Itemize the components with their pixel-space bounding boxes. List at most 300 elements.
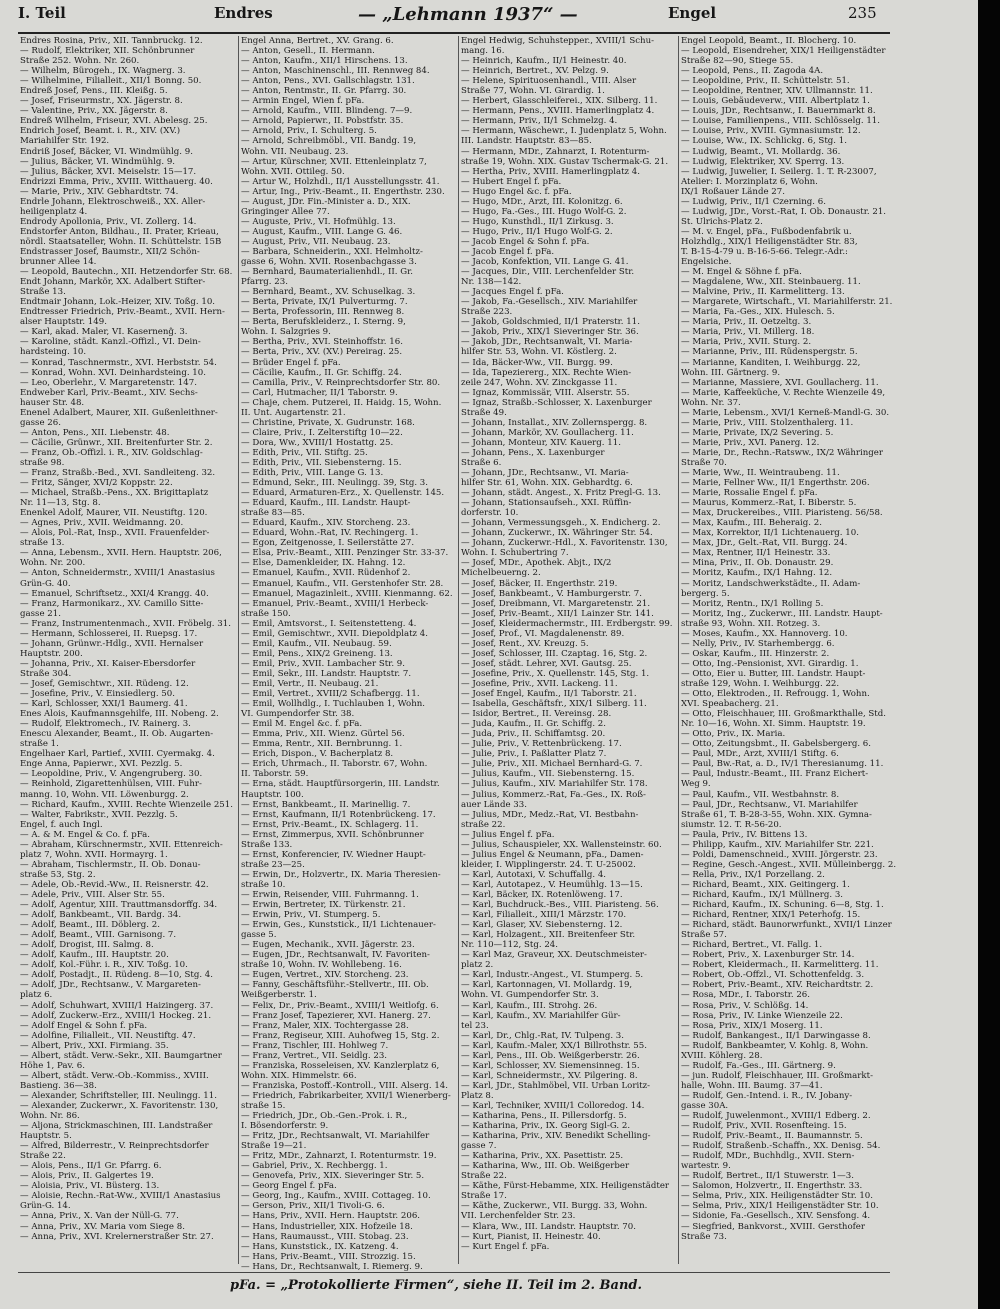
- directory-entry: — Josef, Kleidermachermstr., III. Erdbergstr. 99.: [461, 618, 673, 629]
- directory-entry: — Jakob, Fa.-Gesellsch., XIV. Mariahilfer: [461, 297, 638, 308]
- directory-entry: — Egon, Zeitgenosse, I. Seilerstätte 27.: [241, 538, 415, 549]
- directory-entry: — Ignaz, Kommissär, VIII. Alserstr. 55.: [461, 387, 630, 398]
- directory-entry: — Josef, Gemischtwr., XII. Rüdeng. 12.: [20, 679, 189, 689]
- directory-entry: — Max, Kaufm., III. Beheraig. 2.: [681, 518, 822, 529]
- directory-entry: — Hans, Industrieller, XIX. Hofzeile 18.: [241, 1221, 413, 1232]
- directory-entry: — Karl, JDr., Stahlmöbel, VII. Urban Loritz-: [461, 1080, 651, 1091]
- column-4: [678, 36, 897, 1264]
- directory-entry: — Adele, Ob.-Revid.-Ww., II. Reisnerstr. 42.: [20, 879, 209, 890]
- directory-entry: — Eugen, JDr., Rechtsanwalt, IV. Favoriten-: [241, 950, 430, 961]
- directory-entry: Mariahilfer Str. 192.: [20, 136, 110, 147]
- directory-entry: brunner Allee 14.: [20, 257, 97, 268]
- directory-entry: Grün-G. 40.: [20, 578, 71, 589]
- directory-entry: — Josef, Bäcker, II. Engerthstr. 219.: [461, 578, 618, 589]
- directory-entry: — Eugen, Vertret., XIV. Storcheng. 23.: [241, 970, 409, 981]
- directory-entry: — Arnold, Schreibmöbl., VII. Bandg. 19,: [241, 136, 417, 147]
- directory-entry: — Berta, Priv., XV. (XV.) Pereirag. 25.: [241, 347, 403, 358]
- column-2: [238, 36, 454, 1272]
- directory-entry: — Marie, Fellner Ww., II/1 Engerthstr. 206.: [681, 478, 870, 489]
- directory-entry: — Kurt, Pianist, II. Heinestr. 40.: [461, 1231, 601, 1242]
- directory-entry: — Marie, Kaffeeküche, V. Rechte Wienzeile 49,: [681, 387, 886, 398]
- directory-entry: Straße 49.: [461, 407, 507, 418]
- directory-entry: — Anton, Gesell., II. Hermann.: [241, 46, 375, 57]
- directory-entry: — Heinrich, Kaufm., II/1 Heinestr. 40.: [461, 56, 627, 67]
- directory-entry: — Valentine, Priv., XX. Jägerstr. 8.: [20, 106, 168, 117]
- directory-entry: — Adolf, Beamt., III. Döblerg. 2.: [20, 920, 160, 931]
- directory-entry: — Rudolf, Bankbeamter, V. Kohlg. 8, Wohn.: [681, 1040, 869, 1051]
- directory-entry: — Abraham, Tischlermstr., II. Ob. Donau-: [20, 859, 201, 870]
- directory-entry: — Johann, Installat., XIV. Zollernspergg. 8.: [461, 417, 648, 428]
- directory-entry: straße 98.: [20, 457, 65, 468]
- directory-entry: — Erwin, Ges., Kunststick., II/1 Lichtenauer-: [241, 920, 436, 931]
- directory-entry: — Konrad, Wohn. XVI. Deinhardsteing. 10.: [20, 367, 206, 378]
- directory-entry: — Adolf, Bankbeamt., VII. Bardg. 34.: [20, 910, 182, 921]
- directory-entry: — Louise, Ww., IX. Schlickg. 6, Stg. 1.: [681, 136, 847, 147]
- directory-entry: — Adolfine, Filialleit., VII. Neustiftg. 47.: [20, 1030, 196, 1041]
- directory-entry: — Albert, Priv., XXI. Firmiang. 35.: [20, 1040, 169, 1051]
- directory-entry: — Franziska, Postoff.-Kontroll., VIII. Alserg. 14.: [241, 1080, 448, 1091]
- directory-entry: — Margarete, Wirtschaft., VI. Mariahilferstr. 21.: [681, 297, 893, 308]
- directory-entry: — Fanny, Geschäftsführ.-Stellvertr., III. Ob.: [241, 980, 429, 991]
- directory-entry: — Franz, Straßb.-Bed., XVI. Sandleiteng. 32.: [20, 468, 216, 479]
- directory-entry: — Emil, Gemischtwr., XVII. Diepoldplatz 4.: [241, 628, 428, 639]
- directory-entry: — Adolf, Agentur, XIII. Trauttmansdorffg. 34.: [20, 900, 218, 911]
- directory-entry: — Rudolf, Bertret., II/1 Stuwerstr. 1—3.: [681, 1171, 854, 1182]
- directory-entry: — Julius, MDr., Medz.-Rat, VI. Bestbahn-: [461, 809, 639, 820]
- directory-entry: — Cäcilie, Grünwr., XII. Breitenfurter Str. 2.: [20, 437, 213, 448]
- directory-entry: hauser Str. 48.: [20, 397, 85, 408]
- directory-entry: — Aloisia, Priv., VI. Büsterg. 13.: [20, 1181, 160, 1192]
- directory-entry: — A. & M. Engel & Co. f. pFa.: [20, 829, 151, 840]
- directory-entry: I. Bösendorferstr. 9.: [241, 1121, 329, 1132]
- directory-entry: — Albert, städt. Verw.-Ob.-Kommiss., XVIII.: [20, 1070, 209, 1081]
- directory-entry: — Julius, Kaufm., XIV. Mariahilfer Str. 178.: [461, 779, 648, 790]
- directory-entry: — Anna, Priv., XVI. Krelernerstraßer Str. 27.: [20, 1231, 214, 1242]
- directory-entry: — Max, Rentner, II/1 Heinestr. 33.: [681, 548, 831, 559]
- directory-entry: tel 23.: [461, 1020, 489, 1031]
- directory-entry: Hauptstr. 100.: [241, 789, 304, 800]
- footer-rule: [18, 1272, 890, 1273]
- directory-entry: — Franz, Instrumentenmach., XVII. Fröbelg. 31.: [20, 618, 231, 629]
- directory-entry: Platz 8.: [461, 1090, 494, 1101]
- directory-entry: Enge Anna, Papierwr., XVI. Pezzlg. 5.: [20, 759, 183, 770]
- directory-entry: dorferstr. 10.: [461, 508, 519, 519]
- directory-entry: — Maurus, Kommerz.-Rat, I. Biberstr. 5.: [681, 498, 857, 509]
- directory-entry: — Rudolf, Fa.-Ges., III. Gärtnerg. 9.: [681, 1060, 836, 1071]
- directory-entry: — M. v. Engel, pFa., Fußbodenfabrik u.: [681, 226, 852, 237]
- directory-entry: straße 23—25.: [241, 859, 305, 870]
- directory-entry: Atelier: I. Morzinplatz 6, Wohn.: [681, 176, 818, 187]
- directory-entry: — Magdalene, Ww., XII. Steinbauerg. 11.: [681, 277, 861, 288]
- directory-entry: — Edith, Priv., VII. Siebensterng. 15.: [241, 457, 402, 468]
- directory-entry: gasse 21.: [20, 608, 61, 619]
- directory-entry: halle, Wohn. III. Baumg. 37—41.: [681, 1080, 823, 1091]
- directory-entry: — Hugo, Fa.-Ges., III. Hugo Wolf-G. 2.: [461, 206, 627, 217]
- directory-entry: — Emil, Pens., XIX/2 Greineng. 13.: [241, 648, 393, 659]
- directory-entry: Endrizzi Emma, Priv., XVIII. Witthauerg. 40.: [20, 176, 213, 187]
- directory-entry: straße 150.: [241, 608, 291, 619]
- directory-entry: Wohn. III. Gärtnerg. 9.: [681, 367, 781, 378]
- directory-entry: — Hans, Dr., Rechtsanwalt, I. Riemerg. 9.: [241, 1261, 423, 1272]
- directory-entry: — Rella, Priv., IX/1 Porzellang. 2.: [681, 869, 825, 880]
- directory-entry: — August, JDr. Fin.-Minister a. D., XIX.: [241, 196, 411, 207]
- directory-entry: — Josef, städt. Lehrer, XVI. Gautsg. 25.: [461, 658, 632, 669]
- directory-entry: Endstorfer Anton, Bildhau., II. Prater, Krieau,: [20, 226, 219, 237]
- directory-entry: — Poldi, Damenschneid., XVIII. Jörgerstr. 23.: [681, 849, 878, 860]
- directory-entry: — Adolf, Kol.-Führ. i. R., XIV. Toßg. 10.: [20, 960, 188, 971]
- directory-entry: — Johann, Markör, XV. Goullacherg. 11.: [461, 427, 634, 438]
- directory-entry: — Mina, Priv., II. Ob. Donaustr. 29.: [681, 558, 834, 569]
- directory-entry: gasse 5.: [241, 930, 277, 941]
- directory-entry: — Karl, Kartonnagen, VI. Mollardg. 19,: [461, 980, 633, 991]
- directory-entry: Straße 57.: [681, 930, 727, 941]
- directory-entry: — Abraham, Kürschnermstr., XVII. Ettenreich-: [20, 839, 223, 850]
- directory-entry: — Otto, Zeitungsbmt., II. Gabelsbergerg. 6.: [681, 739, 871, 750]
- directory-entry: — Erwin, Bertreter, IX. Türkenstr. 21.: [241, 900, 406, 911]
- directory-entry: — Adolf, Schuhwart, XVIII/1 Haizingerg. 37.: [20, 1000, 214, 1011]
- directory-entry: — Anton, Rentmstr., II. Gr. Pfarrg. 30.: [241, 86, 407, 97]
- directory-entry: — Otto, Ing.-Pensionist, XVI. Girardig. 1.: [681, 658, 859, 669]
- header-right-keyword: Engel: [668, 4, 717, 22]
- directory-entry: IX/1 Roßauer Lände 27.: [681, 186, 785, 197]
- directory-entry: — Edmund, Sekr., III. Neulingg. 39, Stg. 3.: [241, 478, 429, 489]
- directory-entry: — Georg, Ing., Kaufm., XVIII. Cottageg. 10.: [241, 1191, 431, 1202]
- directory-entry: — Marianne, Massiere, XVI. Goullacherg. 11.: [681, 377, 879, 388]
- directory-entry: — Albert, städt. Verw.-Sekr., XII. Baumgartner: [20, 1050, 222, 1061]
- directory-entry: — Leopold, Eisendreher, XIX/1 Heiligenstädter: [681, 46, 886, 57]
- directory-entry: — Julius, Bäcker, XVI. Meiselstr. 15—17.: [20, 166, 197, 177]
- directory-entry: XVIII. Köhlerg. 28.: [681, 1050, 763, 1061]
- directory-entry: — Carl, Hutmacher, II/1 Taborstr. 9.: [241, 387, 398, 398]
- directory-entry: — Else, Damenkleider, IX. Hahng. 12.: [241, 558, 406, 569]
- directory-entry: — Ludwig, JDr., Vorst.-Rat, I. Ob. Donaustr. 21.: [681, 206, 887, 217]
- directory-entry: — Sidonie, Fa.-Gesellsch., XIV. Sensfong. 4.: [681, 1211, 871, 1222]
- directory-entry: — Ludwig, Juwelier, I. Seilerg. 1. T. R-23007,: [681, 166, 877, 177]
- directory-entry: — Ernst, Kaufmann, II/1 Rotenbrückeng. 17.: [241, 809, 436, 820]
- directory-entry: — Josefine, Priv., X. Quellenstr. 145, Stg. 1.: [461, 668, 650, 679]
- directory-entry: — Emil, Vertret., XVIII/2 Schafbergg. 11.: [241, 689, 420, 700]
- directory-entry: — Hermann, Wäschewr., I. Judenplatz 5, Wohn.: [461, 126, 667, 137]
- directory-entry: — Selma, Priv., XIX/1 Heiligenstädter Str. 10.: [681, 1201, 879, 1212]
- directory-entry: — Karl, Holzagent., XII. Breitenfeer Str.: [461, 930, 636, 941]
- directory-entry: — Helene, Spirituosenhandl., VIII. Alser: [461, 76, 637, 87]
- directory-entry: platz 6.: [20, 990, 53, 1001]
- directory-entry: — Eduard, Wohn.-Rat, IV. Rechingerg. 1.: [241, 528, 419, 539]
- directory-entry: — Emil, Vertr., II. Neubaug. 21.: [241, 679, 379, 689]
- directory-entry: Straße 82—90, Stiege 55.: [681, 56, 794, 67]
- directory-entry: — Erich, Uhrmach., II. Taborstr. 67, Wohn.: [241, 759, 428, 770]
- directory-entry: — Ernst, Bankbeamt., II. Marinellig. 7.: [241, 799, 411, 810]
- directory-entry: Endreß Josef, Pens., III. Kleißg. 5.: [20, 86, 168, 97]
- directory-entry: — Hugo Engel &c. f. pFa.: [461, 186, 572, 197]
- directory-entry: — Alexander, Schriftsteller, III. Neulingg. 11.: [20, 1090, 217, 1101]
- directory-entry: — Karl, Kaufm., III. Strohg. 26.: [461, 1000, 598, 1011]
- directory-entry: Wohn. Nr. 86.: [20, 1111, 80, 1122]
- directory-entry: — Isidor, Bertret., II. Vereinsg. 28.: [461, 709, 612, 720]
- directory-entry: Endt Johann, Markör, XX. Adalbert Stifter-: [20, 277, 206, 288]
- directory-entry: — Rudolf, Elektriker, XII. Schönbrunner: [20, 46, 195, 57]
- directory-entry: — Juda, Priv., II. Schiffamtsg. 20.: [461, 729, 606, 740]
- directory-entry: Straße 77, Wohn. VI. Girardig. 1.: [461, 86, 605, 97]
- directory-entry: — Karl, Buchdruck.-Bes., VIII. Piaristeng. 56.: [461, 900, 659, 911]
- directory-entry: — Robert, Ob.-Offzl., VI. Schottenfeldg. 3.: [681, 970, 865, 981]
- directory-entry: — Emil, Wollhdlg., I. Tuchlauben 1, Wohn.: [241, 699, 425, 710]
- directory-entry: — Eduard, Armaturen-Erz., X. Quellenstr. 145.: [241, 488, 445, 499]
- directory-entry: — Marie, Private, IX/2 Severing. 5.: [681, 427, 834, 438]
- directory-entry: — Artur, Kürschner, XVII. Ettenleinplatz 7,: [241, 156, 427, 167]
- directory-entry: — Adolf, Postadjt., II. Rüdeng. 8—10, Stg. 4.: [20, 970, 214, 981]
- directory-entry: — Hugo, MDr., Arzt, III. Kolonitzg. 6.: [461, 196, 623, 207]
- directory-entry: Straße 6.: [461, 457, 502, 468]
- directory-entry: — Katharina, Ww., III. Ob. Weißgerber: [461, 1161, 630, 1172]
- directory-entry: II. Taborstr. 59.: [241, 769, 309, 780]
- directory-entry: straße 1.: [20, 739, 59, 750]
- directory-entry: — Ludwig, Priv., II/1 Czerning. 6.: [681, 196, 826, 207]
- directory-entry: — Emil, Kaufm., VII. Neubaug. 59.: [241, 638, 392, 649]
- directory-entry: — Emil M. Engel &c. f. pFa.: [241, 719, 363, 730]
- directory-entry: — Max, Druckereibes., VIII. Piaristeng. 56/58.: [681, 508, 883, 519]
- directory-entry: Endreß Wilhelm, Friseur, XVI. Abelesg. 25.: [20, 116, 208, 127]
- directory-entry: — Konrad, Taschnermstr., XVI. Herbststr. 54.: [20, 357, 217, 368]
- directory-entry: Bastieng. 36—38.: [20, 1080, 97, 1091]
- directory-entry: — Rudolf, Juwelenmont., XVIII/1 Edberg. 2.: [681, 1111, 871, 1122]
- directory-entry: — Marie, Priv., XVI. Panerg. 12.: [681, 437, 820, 448]
- directory-entry: — Josefine, Priv., XVII. Lackeng. 11.: [461, 679, 618, 689]
- directory-entry: — Franz, Ob.-Offizl. i. R., XIV. Goldschlag-: [20, 447, 203, 458]
- directory-entry: — Adolf, Beamt., VIII. Garnisong. 7.: [20, 930, 177, 941]
- directory-entry: Engel Hedwig, Schuhstepper., XVIII/1 Schu-: [461, 36, 655, 46]
- directory-entry: St. Ulrichs-Platz 2.: [681, 216, 763, 227]
- directory-entry: — Otto, Fleischhauer, III. Großmarkthalle, Std.: [681, 709, 886, 720]
- directory-entry: — Richard, Kaufm., XVIII. Rechte Wienzeile 251.: [20, 799, 233, 810]
- directory-entry: — Karl, Schneidermstr., XV. Pilgering. 8.: [461, 1070, 638, 1081]
- directory-entry: — Aljona, Strickmaschinen, III. Landstraßer: [20, 1121, 213, 1132]
- directory-entry: — Julie, Priv., XII. Michael Bernhard-G. 7.: [461, 759, 643, 770]
- directory-entry: Nr. 110—112, Stg. 24.: [461, 940, 558, 951]
- directory-entry: — Dora, Ww., XVIII/1 Hostattg. 25.: [241, 437, 394, 448]
- directory-entry: II. Unt. Augartenstr. 21.: [241, 407, 346, 418]
- directory-entry: Wohn. VI. Gumpendorfer Str. 3.: [461, 990, 599, 1001]
- directory-entry: — Jacob Engel f. pFa.: [461, 246, 555, 257]
- directory-entry: — Hugo, Priv., II/1 Hugo Wolf-G. 2.: [461, 226, 613, 237]
- directory-entry: — Louise, Familienpens., VIII. Schlösselg. 11.: [681, 116, 880, 127]
- directory-entry: straße 10.: [241, 879, 286, 890]
- directory-entry: — Julius, Kaufm., VII. Siebensterng. 15.: [461, 769, 635, 780]
- directory-entry: — Franz, Vertret., VII. Seidlg. 23.: [241, 1050, 388, 1061]
- directory-entry: — Alexander, Zuckerwr., X. Favoritenstr. 130,: [20, 1100, 219, 1111]
- directory-entry: Endrle Johann, Elektroschweiß., XX. Aller-: [20, 196, 206, 207]
- directory-entry: mang. 16.: [461, 46, 505, 57]
- directory-entry: — Ignaz, Straßb.-Schlosser, X. Laxenburger: [461, 397, 652, 408]
- directory-entry: — Ernst, Konferencier, IV. Wiedner Haupt-: [241, 849, 426, 860]
- directory-entry: — Eduard, Kaufm., III. Landstr. Haupt-: [241, 498, 411, 509]
- directory-entry: siumstr. 12. T. R-56-20.: [681, 819, 782, 830]
- directory-entry: — Erna, städt. Hauptfürsorgerin, III. Landstr.: [241, 779, 440, 790]
- directory-entry: — Moritz, Rentn., IX/1 Rolling 5.: [681, 598, 824, 609]
- directory-entry: Straße 17.: [461, 1191, 507, 1202]
- directory-entry: — Ludwig, Beamt., VI. Mollardg. 36.: [681, 146, 841, 157]
- directory-entry: — Maria, Priv., VI. Millerg. 18.: [681, 327, 815, 338]
- directory-entry: — Richard, Beamt., XIX. Geitingerg. 1.: [681, 879, 850, 890]
- directory-entry: heiligenplatz 4.: [20, 206, 88, 217]
- directory-entry: — Johanna, Priv., XI. Kaiser-Ebersdorfer: [20, 658, 196, 669]
- directory-entry: — Leopold, Pens., II. Zagoda 4A.: [681, 66, 824, 77]
- directory-entry: — Walter, Fabrikstr., XVII. Pezzlg. 5.: [20, 809, 178, 820]
- directory-entry: gasse 6, Wohn. XVII. Rosenbachgasse 3.: [241, 257, 417, 268]
- directory-entry: — Paul, Bw.-Rat, a. D., IV/1 Theresianumg. 11.: [681, 759, 884, 770]
- directory-entry: — Anna, Lebensm., XVII. Hern. Hauptstr. 206,: [20, 548, 222, 559]
- directory-entry: — Eduard, Kaufm., XIV. Storcheng. 23.: [241, 518, 411, 529]
- directory-entry: Grün-G. 14.: [20, 1201, 71, 1212]
- directory-entry: Wohn. VII. Neubaug. 23.: [241, 146, 349, 157]
- directory-entry: — Ida, Tapeziererg., XIX. Rechte Wien-: [461, 367, 632, 378]
- directory-entry: — Christine, Private, X. Gudrunstr. 168.: [241, 417, 415, 428]
- directory-entry: — Karl, Schlosser, XXI/1 Baumerg. 41.: [20, 699, 188, 710]
- directory-entry: kleider, I. Wipplingerstr. 24. T. U-25002.: [461, 859, 636, 870]
- directory-entry: Straße 22.: [461, 1171, 507, 1182]
- directory-entry: straße 10, Wohn. IV. Wohllebeng. 16.: [241, 960, 402, 971]
- directory-entry: Engel Leopold, Beamt., II. Blocherg. 10.: [681, 36, 857, 46]
- directory-entry: — Eugen, Mechanik., XVII. Jägerstr. 23.: [241, 940, 415, 951]
- directory-entry: — Juda, Kaufm., II. Gr. Schiffg. 2.: [461, 719, 606, 730]
- directory-entry: — Josefine, Priv., V. Einsiedlerg. 50.: [20, 689, 175, 700]
- directory-entry: Wohn. XIX. Himmelstr. 66.: [241, 1070, 357, 1081]
- directory-entry: — Johann, Vermessungsgeh., X. Endicherg. 2.: [461, 518, 661, 529]
- directory-entry: — Johann, städt. Angest., X. Fritz Pregl-G. 13.: [461, 488, 661, 499]
- directory-entry: — Anton, Pens., XII. Liebenstr. 48.: [20, 427, 170, 438]
- directory-entry: — Fritz, MDr., Zahnarzt, I. Rotenturmstr. 19.: [241, 1151, 437, 1162]
- directory-entry: — Franz, Harmonikarz., XV. Camillo Sitte-: [20, 598, 204, 609]
- directory-entry: — Emanuel, Priv.-Beamt., XVIII/1 Herbeck-: [241, 598, 429, 609]
- directory-columns: [18, 36, 897, 1272]
- directory-entry: — Jakob, Goldschmied, II/1 Praterstr. 11.: [461, 317, 640, 328]
- directory-entry: — M. Engel & Söhne f. pFa.: [681, 267, 802, 278]
- directory-entry: — Rosa, Priv., IV. Linke Wienzeile 22.: [681, 1010, 843, 1021]
- directory-entry: — Emil, Sekr., III. Landstr. Hauptstr. 7.: [241, 668, 412, 679]
- directory-entry: — Johann, Grünwr.-Hdlg., XVII. Hernalser: [20, 638, 204, 649]
- directory-entry: — Otto, Priv., IX. Maria.: [681, 729, 786, 740]
- directory-entry: — Julie, Priv., I. Paßlatter Platz 7.: [461, 749, 607, 760]
- directory-entry: — Louis, Gebäudeverw., VIII. Albertplatz 1.: [681, 96, 870, 107]
- directory-entry: — Hans, Kunststick., IX. Katzeng. 4.: [241, 1241, 399, 1252]
- directory-entry: — Armin Engel, Wien f. pFa.: [241, 96, 365, 107]
- directory-entry: wartestr. 9.: [681, 1161, 731, 1172]
- directory-entry: — Arnold, Papierwr., II. Pobstfstr. 35.: [241, 116, 404, 127]
- directory-entry: — jun. Rudolf, Fleischhauer, III. Großmarkt-: [681, 1070, 873, 1081]
- directory-entry: — Gerson, Priv., XII/1 Tivoli-G. 6.: [241, 1201, 385, 1212]
- directory-entry: XVI. Speabacherg. 21.: [681, 699, 779, 710]
- directory-entry: Michelbeuerng. 2.: [461, 568, 541, 579]
- directory-entry: Endrody Apollonia, Priv., VI. Zollerg. 14.: [20, 216, 197, 227]
- directory-entry: — Richard, Kaufm., IX/1 Müllnerg. 3.: [681, 889, 844, 900]
- directory-entry: — Adolf, Drogist, III. Salmg. 8.: [20, 940, 154, 951]
- directory-entry: — Leopold, Bautechn., XII. Hetzendorfer Str. 68.: [20, 267, 233, 278]
- directory-entry: — Adele, Priv., VIII. Alser Str. 55.: [20, 889, 165, 900]
- directory-entry: — Julius Engel f. pFa.: [461, 829, 555, 840]
- directory-entry: — Malvine, Priv., II. Karmelitterg. 13.: [681, 287, 845, 298]
- directory-entry: — Richard, Kaufm., IX. Schuning. 6—8, Stg. 1.: [681, 900, 884, 911]
- directory-entry: — Oskar, Kaufm., III. Hinzerstr. 2.: [681, 648, 830, 659]
- directory-entry: — August, Kaufm., VIII. Lange G. 46.: [241, 226, 403, 237]
- directory-entry: — Rudolf, MDr., Buchhdlg., XVII. Stern-: [681, 1151, 855, 1162]
- directory-entry: Enes Alois, Kaufmannsgehilfe, III. Nobeng. 2.: [20, 709, 219, 720]
- directory-entry: Holzhdlg., XIX/1 Heiligenstädter Str. 83,: [681, 236, 858, 247]
- directory-entry: Nr. 11—13, Stg. 8.: [20, 498, 101, 509]
- directory-entry: — Leopoldine, Rentner, XIV. Ullmannstr. 11.: [681, 86, 873, 97]
- directory-entry: Straße 19—21.: [241, 1141, 307, 1152]
- directory-entry: — Berta, Private, IX/1 Pulverturmg. 7.: [241, 297, 408, 308]
- directory-entry: — Maria, Fa.-Ges., XIX. Hulesch. 5.: [681, 307, 835, 318]
- directory-entry: Straße 223.: [461, 307, 513, 318]
- page-number: 235: [848, 4, 877, 22]
- directory-entry: — Arnold, Kaufm., VIII. Blindeng. 7—9.: [241, 106, 413, 117]
- directory-entry: — Michael, Straßb.-Pens., XX. Brigittaplatz: [20, 488, 209, 499]
- directory-entry: Straße 13.: [20, 287, 66, 298]
- directory-entry: straße 19, Wohn. XIX. Gustav Tschermak-G. 21.: [461, 156, 669, 167]
- directory-entry: — Johann, Pens., X. Laxenburger: [461, 447, 605, 458]
- directory-entry: — Alois, Pens., II/1 Gr. Pfarrg. 6.: [20, 1161, 162, 1172]
- directory-entry: — Emma, Rentr., XII. Bernbrunng. 1.: [241, 739, 403, 750]
- directory-entry: — Emil, Priv., XVII. Lambacher Str. 9.: [241, 658, 405, 669]
- directory-entry: — Adolf, Zuckerw.-Erz., XVIII/1 Hockeg. 21.: [20, 1010, 212, 1021]
- directory-entry: — Marie, Ww., II. Weintraubeng. 11.: [681, 468, 840, 479]
- directory-entry: — Rudolf, Bankangest., II/1 Darwingasse 8.: [681, 1030, 871, 1041]
- directory-entry: auer Lände 33.: [461, 799, 527, 810]
- directory-entry: — Käthe, Zuckerwr., VII. Burgg. 33, Wohn.: [461, 1201, 648, 1212]
- directory-entry: gasse 30A.: [681, 1100, 729, 1111]
- directory-entry: Wohn. Nr. 200.: [20, 558, 86, 569]
- directory-entry: — Agnes, Priv., XVII. Weidmanng. 20.: [20, 518, 184, 529]
- directory-entry: — Richard, Bertret., VI. Fallg. 1.: [681, 940, 823, 951]
- directory-entry: Straße 73.: [681, 1231, 727, 1242]
- directory-entry: — Emil, Amtsvorst., I. Seitenstetteng. 4.: [241, 618, 417, 629]
- header-publication-title: — „Lehmann 1937“ —: [358, 4, 578, 25]
- directory-entry: — Rosa, Priv., XIX/1 Moserg. 11.: [681, 1020, 823, 1031]
- directory-entry: — Artur W., Holzhdl., II/1 Ausstellungsstr. 41.: [241, 176, 440, 187]
- directory-entry: — Paul, Industr.-Beamt., III. Franz Eichert-: [681, 769, 869, 780]
- directory-entry: — Bernhard, Beamt., XV. Schuselkag. 3.: [241, 287, 416, 298]
- directory-entry: — Hans, Priv., XVII. Hern. Hauptstr. 206.: [241, 1211, 421, 1222]
- directory-entry: — Karl, Pens., III. Ob. Weißgerberstr. 26.: [461, 1050, 640, 1061]
- directory-entry: bergerg. 5.: [681, 588, 730, 599]
- directory-entry: Endriß Josef, Bäcker, VI. Windmühlg. 9.: [20, 146, 193, 157]
- directory-entry: — Franz Josef, Tapezierer, XVI. Hanerg. 27.: [241, 1010, 431, 1021]
- directory-entry: — Edith, Priv., VII. Stiftg. 25.: [241, 447, 368, 458]
- directory-entry: — Karl, Glaser, XV. Siebensterng. 12.: [461, 920, 623, 931]
- directory-entry: — Maria, Priv., II. Oetzeltg. 3.: [681, 317, 812, 328]
- directory-entry: — Alois, Pol.-Rat, Insp., XVII. Frauenfelder-: [20, 528, 210, 539]
- directory-entry: — Robert, Priv.-Beamt., XIV. Reichardtstr. 2.: [681, 980, 874, 991]
- directory-entry: — Moritz, Kaufm., IX/1 Hahng. 12.: [681, 568, 833, 579]
- directory-entry: — Rudolf, Priv., XVII. Rosenfteing. 15.: [681, 1121, 847, 1132]
- directory-entry: — Anton, Schneidermstr., XVIII/1 Anastasius: [20, 568, 215, 579]
- directory-entry: — Isabella, Geschäftsfr., XIX/1 Silberg. 11.: [461, 699, 647, 710]
- directory-entry: nördl. Staatsateller, Wohn. II. Schüttelstr. 15B: [20, 236, 222, 247]
- directory-entry: — Anna, Priv., X. Van der Nüll-G. 77.: [20, 1211, 179, 1222]
- directory-entry: Wohn. XVII. Ottileg. 50.: [241, 166, 345, 177]
- directory-entry: manng. 10, Wohn. VII. Löwenburgg. 2.: [20, 789, 189, 800]
- directory-entry: — Julius, Kommerz.-Rat, Fa.-Ges., IX. Roß-: [461, 789, 646, 800]
- directory-entry: — Elsa, Priv.-Beamt., XIII. Penzinger Str. 33-37.: [241, 548, 449, 559]
- directory-entry: Weißgerberstr. 1.: [241, 990, 317, 1001]
- directory-entry: VII. Lerchenfelder Str. 23.: [461, 1211, 576, 1222]
- directory-entry: VI. Gumpendorfer Str. 38.: [241, 709, 355, 720]
- directory-entry: — Klara, Ww., III. Landstr. Hauptstr. 70.: [461, 1221, 636, 1232]
- directory-entry: — Hermann, Pens., XVIII. Hamerlingplatz 4.: [461, 106, 655, 117]
- directory-entry: — Auguste, Priv., VI. Hofmühlg. 13.: [241, 216, 396, 227]
- directory-entry: straße 15.: [241, 1100, 286, 1111]
- directory-entry: — Otto, Elektroden., II. Refrougg. 1, Wohn.: [681, 689, 870, 700]
